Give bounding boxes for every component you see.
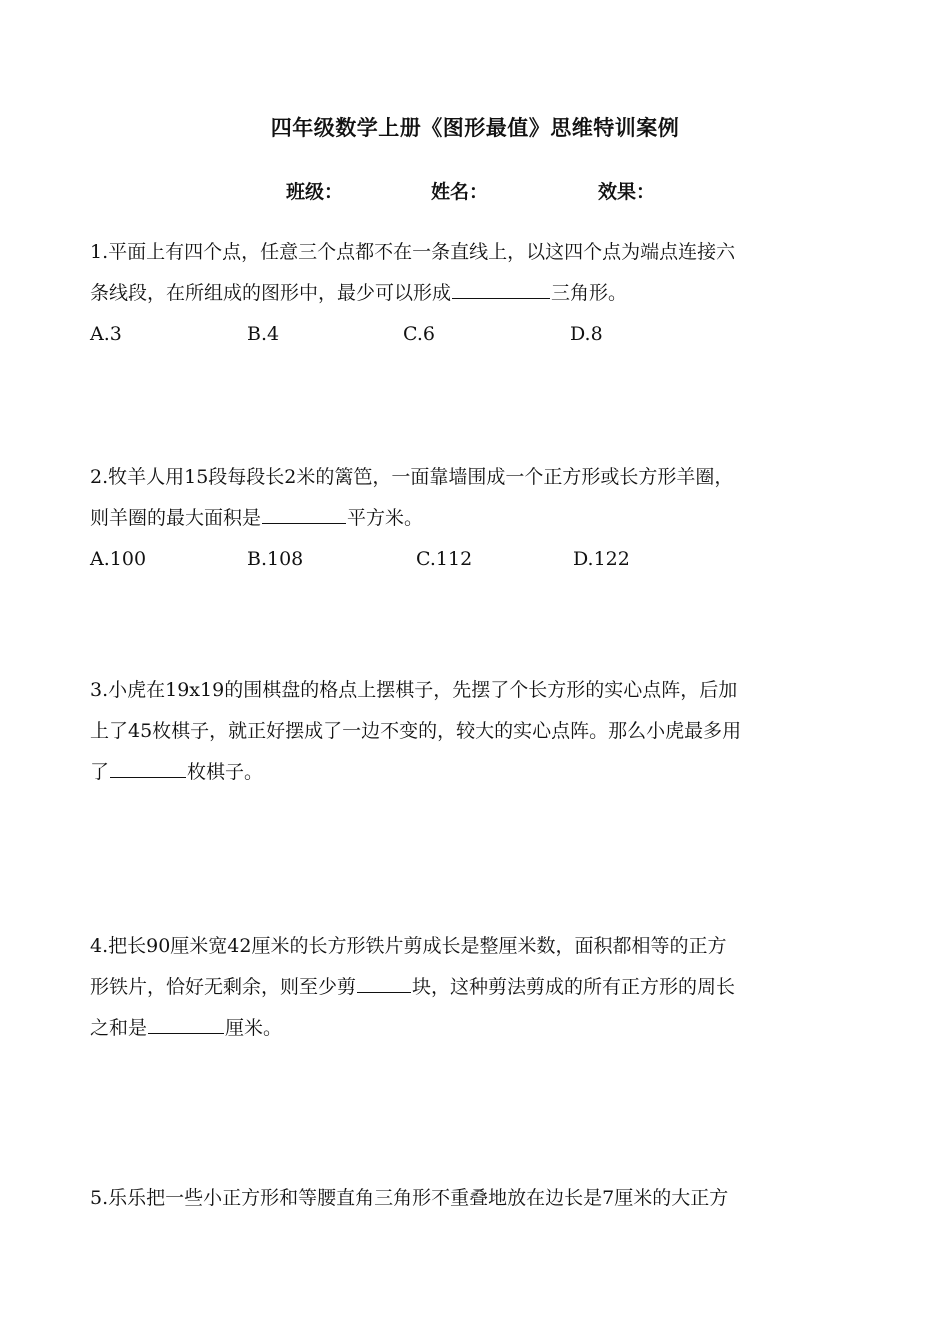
page-title: 四年级数学上册《图形最值》思维特训案例 [270,116,680,140]
question-4-text-before-blank-2: 之和是 [90,1017,148,1039]
question-1-line-2 [90,273,865,314]
question-4 [90,926,865,1049]
question-2-line-1: 2.牧羊人用15段每段长2米的篱笆，一面靠墙围成一个正方形或长方形羊圈， [90,466,734,488]
option-b[interactable]: B.4 [247,323,280,345]
question-1-line-1: 1.平面上有四个点，任意三个点都不在一条直线上，以这四个点为端点连接六 [90,241,736,263]
question-1-text-after-blank: 三角形。 [551,282,628,304]
answer-blank-4a[interactable] [357,968,411,993]
question-3-line-1: 3.小虎在19x19的围棋盘的格点上摆棋子，先摆了个长方形的实心点阵，后加 [90,679,738,701]
option-c[interactable]: C.112 [416,548,473,570]
question-4-line-2 [90,967,865,1008]
question-3-line-2: 上了45枚棋子，就正好摆成了一边不变的，较大的实心点阵。那么小虎最多用 [90,720,742,742]
answer-blank-4b[interactable] [148,1009,224,1034]
option-c[interactable]: C.6 [403,323,435,345]
effect-label: 效果： [598,181,656,203]
option-b[interactable]: B.108 [247,548,304,570]
question-2-text-before-blank: 则羊圈的最大面积是 [90,507,262,529]
question-5-line-1: 5.乐乐把一些小正方形和等腰直角三角形不重叠地放在边长是7厘米的大正方 [90,1187,729,1209]
question-4-line-1: 4.把长90厘米宽42厘米的长方形铁片剪成长是整厘米数，面积都相等的正方 [90,935,727,957]
question-3-text-before-blank: 了 [90,761,110,783]
class-label: 班级： [286,181,344,203]
option-a[interactable]: A.100 [90,548,147,570]
question-1-text-before-blank: 条线段，在所组成的图形中，最少可以形成 [90,282,452,304]
answer-blank-1[interactable] [452,274,550,299]
question-4-text-before-blank-1: 形铁片，恰好无剩余，则至少剪 [90,976,357,998]
question-4-line-3 [90,1008,865,1049]
name-label: 姓名： [431,181,489,203]
question-2 [90,457,865,539]
option-a[interactable]: A.3 [90,323,122,345]
option-d[interactable]: D.122 [573,548,630,570]
question-3 [90,670,865,793]
option-d[interactable]: D.8 [570,323,603,345]
question-3-text-after-blank: 枚棋子。 [187,761,264,783]
question-3-line-3 [90,752,865,793]
answer-blank-2[interactable] [262,499,346,524]
question-4-text-after-blank-2: 厘米。 [225,1017,283,1039]
question-2-line-2 [90,498,865,539]
answer-blank-3[interactable] [110,753,186,778]
question-2-text-after-blank: 平方米。 [347,507,424,529]
question-1 [90,232,865,314]
question-4-text-after-blank-1: 块，这种剪法剪成的所有正方形的周长 [412,976,736,998]
question-5 [90,1178,865,1219]
